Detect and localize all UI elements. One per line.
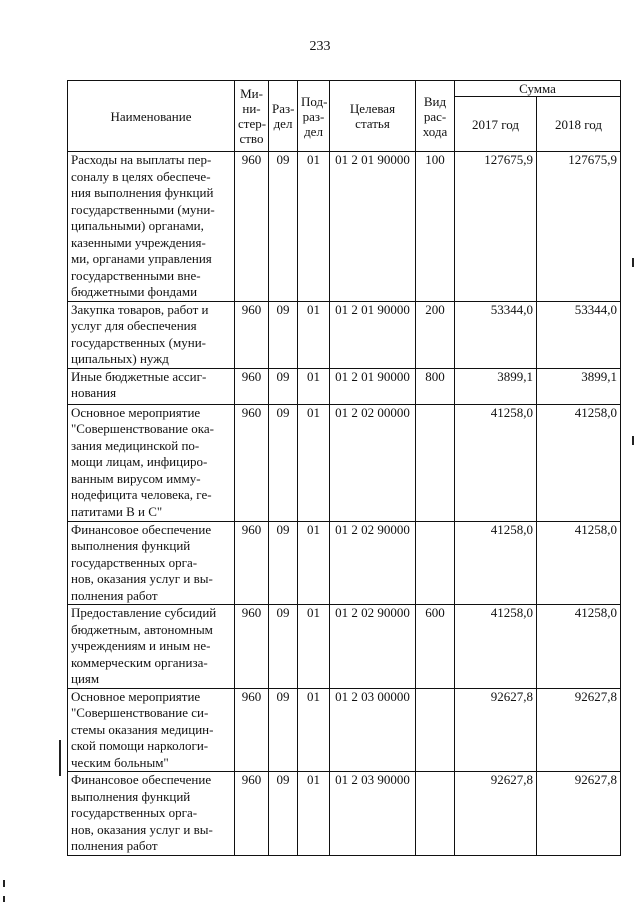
header-row-top: [68, 81, 621, 97]
row-name: [68, 772, 235, 856]
row-ministry: 960: [235, 605, 269, 689]
page-number: 233: [309, 39, 331, 54]
row-sum-2017: 92627,8: [455, 772, 537, 856]
row-name-line: "Совершенствование ока-: [71, 421, 214, 436]
row-name-line: Финансовое обеспечение: [71, 521, 212, 537]
row-section: 09: [269, 368, 298, 404]
row-name: [68, 404, 235, 521]
table-row: [68, 772, 621, 856]
row-sum-2018: 3899,1: [537, 368, 621, 404]
header-expense-line: рас-: [423, 108, 447, 124]
row-name-line: полнения работ: [71, 838, 158, 853]
header-sum: Сумма: [455, 81, 621, 97]
row-expense-type: [416, 772, 455, 856]
header-expense-line: Вид: [423, 93, 447, 109]
header-expense-line: хода: [422, 123, 448, 139]
row-name-line: ципальных) нужд: [71, 351, 169, 366]
row-subsection: 01: [298, 404, 330, 521]
row-sum-2018: 92627,8: [537, 688, 621, 772]
row-section: 09: [269, 152, 298, 302]
row-subsection: 01: [298, 772, 330, 856]
row-ministry: 960: [235, 152, 269, 302]
row-section: 09: [269, 521, 298, 605]
row-name-line: нодефицита человека, ге-: [71, 487, 212, 502]
table-row: [68, 605, 621, 689]
row-ministry: 960: [235, 301, 269, 368]
table-row: [68, 301, 621, 368]
scan-artifact: [3, 880, 5, 887]
row-sum-2018: 53344,0: [537, 301, 621, 368]
budget-table: [67, 80, 621, 856]
row-name-line: коммерческим организа-: [71, 654, 208, 670]
row-expense-type: 600: [416, 605, 455, 689]
row-name-line: выполнения функций: [71, 788, 191, 804]
row-name-line: соналу в целях обеспече-: [71, 168, 211, 184]
row-target-article: 01 2 02 00000: [330, 404, 416, 521]
row-target-article: 01 2 03 90000: [330, 772, 416, 856]
scan-artifact: [632, 258, 634, 267]
row-ministry: 960: [235, 688, 269, 772]
header-target-article: [330, 81, 416, 152]
header-ministry-line: ни-: [242, 101, 261, 116]
row-sum-2018: 92627,8: [537, 772, 621, 856]
row-subsection: 01: [298, 605, 330, 689]
row-name-line: мощи лицам, инфициро-: [71, 454, 208, 469]
row-subsection: 01: [298, 521, 330, 605]
table-row: [68, 404, 621, 521]
row-name-line: ми, органами управления: [71, 251, 212, 266]
row-target-article: 01 2 03 00000: [330, 688, 416, 772]
row-ministry: 960: [235, 521, 269, 605]
row-name-line: Предоставление субсидий: [71, 605, 217, 620]
header-ministry-line: стер-: [238, 116, 267, 131]
header-year-2017: 2017 год: [455, 97, 537, 152]
header-ministry: [235, 81, 269, 152]
header-subsection-line: дел: [304, 123, 323, 139]
row-subsection: 01: [298, 301, 330, 368]
table-row: [68, 521, 621, 605]
row-name-line: выполнения функций: [71, 538, 191, 553]
header-ministry-line: ство: [239, 131, 264, 146]
row-name-line: Расходы на выплаты пер-: [71, 152, 212, 167]
row-expense-type: 100: [416, 152, 455, 302]
row-name-line: казенными учреждения-: [71, 234, 206, 250]
header-section-line: Раз-: [272, 101, 295, 116]
row-sum-2017: 127675,9: [455, 152, 537, 302]
row-name: [68, 521, 235, 605]
row-sum-2017: 41258,0: [455, 521, 537, 605]
header-section: [269, 81, 298, 152]
row-name-line: зания медицинской по-: [71, 437, 200, 453]
row-name-line: Основное мероприятие: [71, 404, 201, 420]
row-section: 09: [269, 404, 298, 521]
row-expense-type: 800: [416, 368, 455, 404]
row-ministry: 960: [235, 772, 269, 856]
row-name-line: нов, оказания услуг и вы-: [71, 571, 213, 586]
row-name-line: ципальными) органами,: [71, 218, 204, 233]
row-name-line: Финансовое обеспечение: [71, 772, 212, 787]
row-sum-2017: 3899,1: [455, 368, 537, 404]
row-target-article: 01 2 02 90000: [330, 605, 416, 689]
table-row: [68, 152, 621, 302]
row-target-article: 01 2 01 90000: [330, 301, 416, 368]
row-name-line: учреждениям и иным не-: [71, 638, 211, 653]
row-target-article: 01 2 01 90000: [330, 368, 416, 404]
row-ministry: 960: [235, 404, 269, 521]
header-target-line: статья: [355, 116, 390, 131]
row-name: [68, 605, 235, 689]
row-name: [68, 152, 235, 302]
row-sum-2018: 41258,0: [537, 404, 621, 521]
row-name: [68, 368, 235, 404]
row-name-line: государственными вне-: [71, 267, 201, 283]
row-subsection: 01: [298, 688, 330, 772]
row-name-line: Закупка товаров, работ и: [71, 301, 209, 317]
row-name-line: патитами В и С": [71, 503, 163, 519]
header-subsection-line: Под-: [301, 93, 328, 109]
row-name-line: государственных (муни-: [71, 334, 206, 350]
row-name-line: нов, оказания услуг и вы-: [71, 821, 213, 837]
row-name-line: бюджетным, автономным: [71, 621, 213, 637]
header-ministry-line: Ми-: [240, 86, 263, 101]
row-sum-2018: 41258,0: [537, 521, 621, 605]
row-section: 09: [269, 772, 298, 856]
row-sum-2017: 41258,0: [455, 605, 537, 689]
row-name: [68, 688, 235, 772]
row-sum-2017: 53344,0: [455, 301, 537, 368]
row-sum-2018: 127675,9: [537, 152, 621, 302]
row-target-article: 01 2 02 90000: [330, 521, 416, 605]
row-name-line: Основное мероприятие: [71, 688, 201, 704]
header-expense-type: [416, 81, 455, 152]
row-expense-type: [416, 404, 455, 521]
row-name-line: нования: [71, 385, 117, 400]
row-subsection: 01: [298, 152, 330, 302]
header-target-line: Целевая: [349, 101, 396, 116]
row-expense-type: 200: [416, 301, 455, 368]
row-name-line: государственных орга-: [71, 554, 198, 570]
row-name-line: ния выполнения функций: [71, 185, 214, 200]
table-row: [68, 368, 621, 404]
header-section-line: дел: [273, 116, 293, 131]
table-header: [68, 81, 621, 152]
table-row: [68, 688, 621, 772]
table-body: [68, 152, 621, 856]
row-subsection: 01: [298, 368, 330, 404]
row-name-line: ванным вирусом имму-: [71, 470, 201, 486]
row-name-line: государственными (муни-: [71, 201, 215, 217]
row-expense-type: [416, 521, 455, 605]
row-name-line: стемы оказания медицин-: [71, 721, 214, 737]
row-section: 09: [269, 688, 298, 772]
row-sum-2017: 92627,8: [455, 688, 537, 772]
header-name: Наименование: [68, 81, 235, 152]
row-name-line: бюджетными фондами: [71, 284, 198, 299]
header-subsection: [298, 81, 330, 152]
row-name-line: Иные бюджетные ассиг-: [71, 368, 207, 384]
row-section: 09: [269, 605, 298, 689]
scan-artifact: [59, 740, 61, 776]
row-name-line: ской помощи наркологи-: [71, 738, 209, 753]
row-name-line: "Совершенствование си-: [71, 705, 209, 720]
scan-artifact: [632, 436, 634, 445]
row-ministry: 960: [235, 368, 269, 404]
row-target-article: 01 2 01 90000: [330, 152, 416, 302]
row-name: [68, 301, 235, 368]
row-name-line: государственных орга-: [71, 805, 198, 820]
row-name-line: ческим больным": [71, 754, 169, 770]
row-name-line: услуг для обеспечения: [71, 318, 197, 333]
header-year-2018: 2018 год: [537, 97, 621, 152]
row-name-line: полнения работ: [71, 587, 158, 603]
row-expense-type: [416, 688, 455, 772]
row-sum-2017: 41258,0: [455, 404, 537, 521]
header-subsection-line: раз-: [302, 108, 325, 124]
row-name-line: циям: [71, 671, 100, 686]
scan-artifact: [3, 896, 5, 902]
row-sum-2018: 41258,0: [537, 605, 621, 689]
row-section: 09: [269, 301, 298, 368]
